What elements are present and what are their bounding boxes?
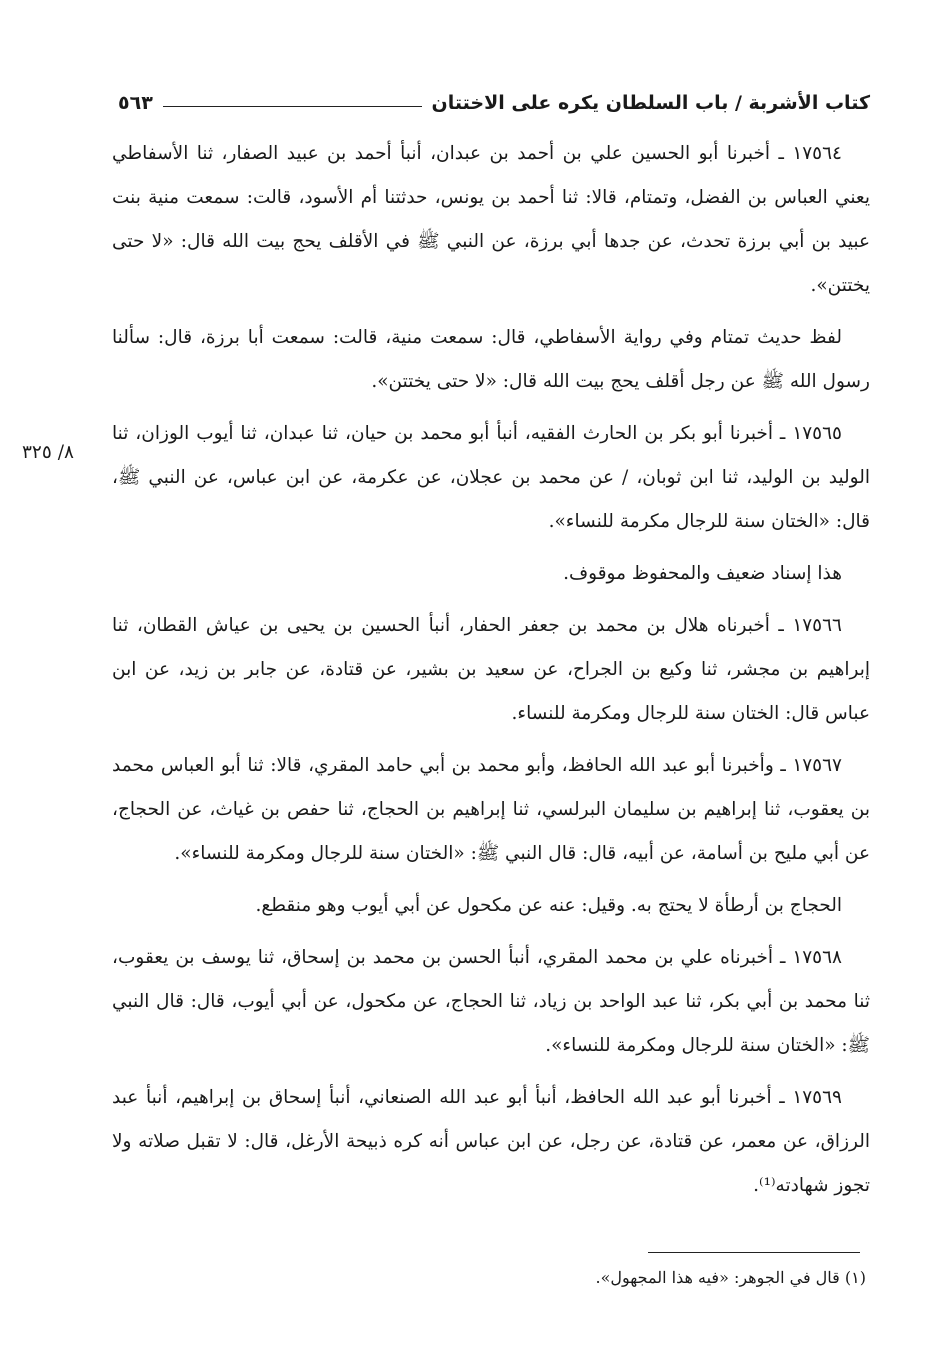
running-header [118, 84, 870, 114]
footnote: (١) قال في الجوهر: «فيه هذا المجهول». [595, 1268, 866, 1287]
hadith-17565: ١٧٥٦٥ ـ أخبرنا أبو بكر بن الحارث الفقيه، أنبأ أبو محمد بن حيان، ثنا عبدان، ثنا أيوب الوزان، ثنا الوليد بن الوليد، ثنا ابن ثوبان، / عن محمد بن عجلان، عن عكرمة، عن ابن عباس، عن النبي ﷺ، قال: «الختان سنة للرجال مكرمة للنساء». [112, 423, 870, 532]
hadith-17567: ١٧٥٦٧ ـ وأخبرنا أبو عبد الله الحافظ، وأبو محمد بن أبي حامد المقري، قالا: ثنا أبو العباس محمد بن يعقوب، ثنا إبراهيم بن سليمان البرلسي، ثنا إبراهيم بن الحجاج، ثنا حفص بن غياث، عن الحجاج، عن أبي مليح بن أسامة، عن أبيه، قال: قال النبي ﷺ: «الختان سنة للرجال ومكرمة للنساء». [112, 755, 870, 864]
body-text [112, 132, 870, 1216]
page-number: ٥٦٣ [118, 92, 153, 114]
hadith-17564: ١٧٥٦٤ ـ أخبرنا أبو الحسين علي بن أحمد بن عبدان، أنبأ أحمد بن عبيد الصفار، ثنا الأسفاطي يعني العباس بن الفضل، وتمتام، قالا: ثنا أحمد بن يونس، حدثتنا أم الأسود، قالت: سمعت منية بنت عبيد بن أبي برزة تحدث، عن جدها أبي برزة، عن النبي ﷺ في الأقلف يحج بيت الله قال: «لا حتى يختتن». [112, 143, 870, 296]
commentary-paragraph: هذا إسناد ضعيف والمحفوظ موقوف. [563, 563, 842, 584]
margin-reference: ٨/ ٣٢٥ [22, 442, 74, 463]
commentary-paragraph: الحجاج بن أرطأة لا يحتج به. وقيل: عنه عن مكحول عن أبي أيوب وهو منقطع. [255, 895, 842, 916]
hadith-17568: ١٧٥٦٨ ـ أخبرناه علي بن محمد المقري، أنبأ الحسن بن محمد بن إسحاق، ثنا يوسف بن يعقوب، ثنا محمد بن أبي بكر، ثنا عبد الواحد بن زياد، ثنا الحجاج، عن مكحول، عن أبي أيوب، قال: قال النبي ﷺ: «الختان سنة للرجال ومكرمة للنساء». [112, 947, 870, 1056]
hadith-17566: ١٧٥٦٦ ـ أخبرناه هلال بن محمد بن جعفر الحفار، أنبأ الحسين بن يحيى بن عياش القطان، ثنا إبراهيم بن مجشر، ثنا وكيع بن الجراح، عن سعيد بن بشير، عن قتادة، عن جابر بن زيد، عن ابن عباس قال: الختان سنة للرجال ومكرمة للنساء. [112, 615, 870, 724]
header-title: كتاب الأشربة / باب السلطان يكره على الاختتان [431, 92, 870, 114]
commentary-paragraph: لفظ حديث تمتام وفي رواية الأسفاطي، قال: سمعت منية، قالت: سمعت أبا برزة، قال: سألنا رسول الله ﷺ عن رجل أقلف يحج بيت الله قال: «لا حتى يختتن». [112, 327, 870, 392]
header-rule [163, 106, 422, 107]
footnote-divider [648, 1252, 860, 1253]
hadith-17569: ١٧٥٦٩ ـ أخبرنا أبو عبد الله الحافظ، أنبأ أبو عبد الله الصنعاني، أنبأ إسحاق بن إبراهيم، أنبأ عبد الرزاق، عن معمر، عن قتادة، عن رجل، عن ابن عباس أنه كره ذبيحة الأرغل، قال: لا تقبل صلاته ولا تجوز شهادته⁽¹⁾. [112, 1087, 870, 1196]
